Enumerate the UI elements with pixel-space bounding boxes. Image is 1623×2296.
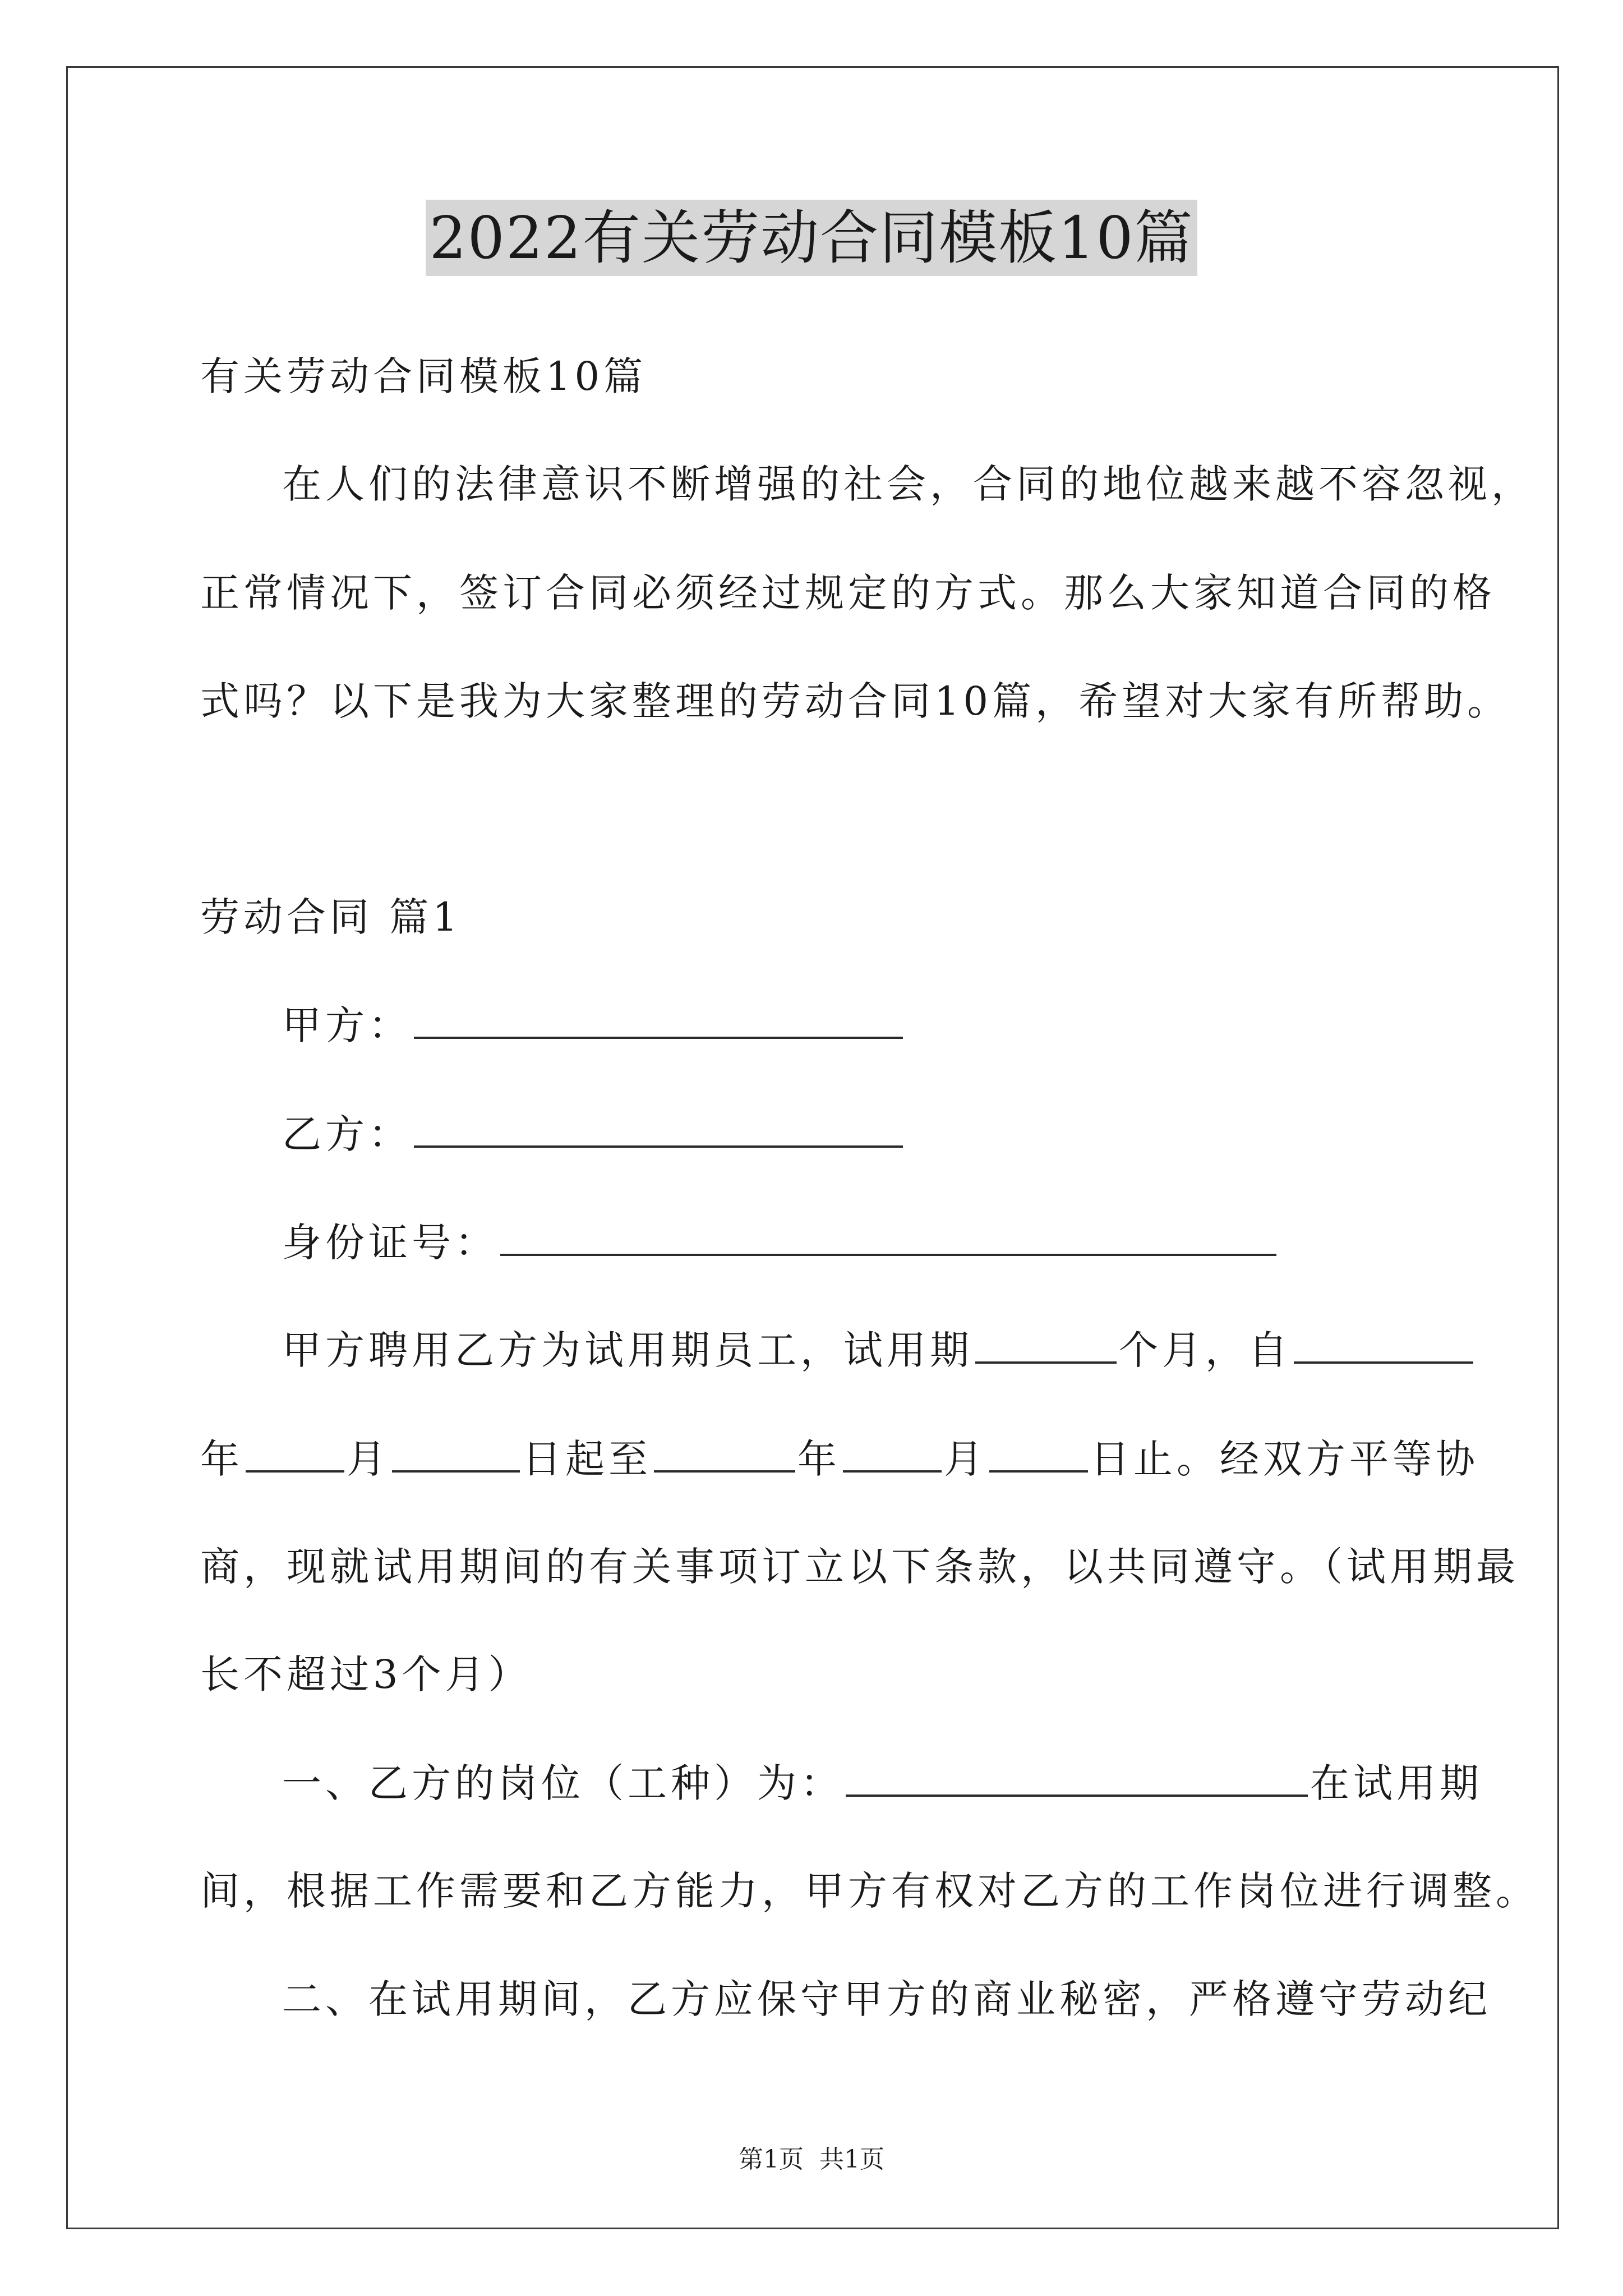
page-total: 共1页 — [819, 2145, 884, 2174]
intro-line-1: 在人们的法律意识不断增强的社会，合同的地位越来越不容忽视， — [282, 461, 1534, 507]
party-a-blank[interactable] — [414, 1000, 903, 1039]
intro-line-2: 正常情况下，签订合同必须经过规定的方式。那么大家知道合同的格 — [200, 570, 1496, 616]
trial-months-blank[interactable] — [975, 1324, 1117, 1364]
clause-1-line-2: 间，根据工作需要和乙方能力，甲方有权对乙方的工作岗位进行调整。 — [200, 1868, 1539, 1914]
id-number-label: 身份证号： — [282, 1220, 498, 1266]
id-number-blank[interactable] — [500, 1217, 1276, 1256]
end-month-blank[interactable] — [843, 1433, 942, 1473]
trial-line-1 — [282, 1324, 1476, 1375]
title-container — [0, 200, 1623, 276]
job-position-blank[interactable] — [846, 1757, 1308, 1797]
trial-line-3: 商，现就试用期间的有关事项订立以下条款，以共同遵守。（试用期最 — [200, 1544, 1519, 1590]
start-month-label: 月 — [347, 1436, 390, 1482]
end-day-blank[interactable] — [989, 1433, 1088, 1473]
clause-2-line-1: 二、在试用期间，乙方应保守甲方的商业秘密，严格遵守劳动纪 — [282, 1976, 1491, 2022]
clause-1-text-b: 在试用期 — [1310, 1760, 1483, 1806]
end-year-label: 年 — [797, 1436, 841, 1482]
trial-line-2 — [200, 1433, 1479, 1484]
end-year-blank[interactable] — [654, 1433, 795, 1473]
id-number-row — [282, 1217, 1279, 1268]
page-footer — [0, 2143, 1623, 2177]
start-month-blank[interactable] — [246, 1433, 344, 1473]
trial-start-year-blank[interactable] — [1294, 1324, 1473, 1364]
start-day-label: 日起至 — [522, 1436, 652, 1482]
trial-line-4: 长不超过3个月） — [200, 1651, 532, 1697]
document-title: 2022有关劳动合同模板10篇 — [426, 200, 1197, 276]
party-b-row — [282, 1108, 905, 1159]
start-year-label: 年 — [200, 1436, 243, 1482]
trial-text-2: 个月，自 — [1119, 1327, 1292, 1373]
start-day-blank[interactable] — [392, 1433, 520, 1473]
party-a-row — [282, 1000, 905, 1051]
clause-1-text-a: 一、乙方的岗位（工种）为： — [282, 1760, 843, 1806]
document-subtitle: 有关劳动合同模板10篇 — [200, 353, 647, 399]
end-day-label: 日止。经双方平等协 — [1090, 1436, 1479, 1482]
end-month-label: 月 — [944, 1436, 987, 1482]
trial-text-1: 甲方聘用乙方为试用期员工，试用期 — [282, 1327, 973, 1373]
section-heading: 劳动合同 篇1 — [200, 894, 462, 940]
page-number: 第1页 — [739, 2145, 804, 2174]
intro-line-3: 式吗？以下是我为大家整理的劳动合同10篇，希望对大家有所帮助。 — [200, 678, 1511, 724]
party-a-label: 甲方： — [282, 1002, 412, 1048]
party-b-label: 乙方： — [282, 1111, 412, 1157]
party-b-blank[interactable] — [414, 1108, 903, 1148]
clause-1-line-1 — [282, 1757, 1483, 1809]
